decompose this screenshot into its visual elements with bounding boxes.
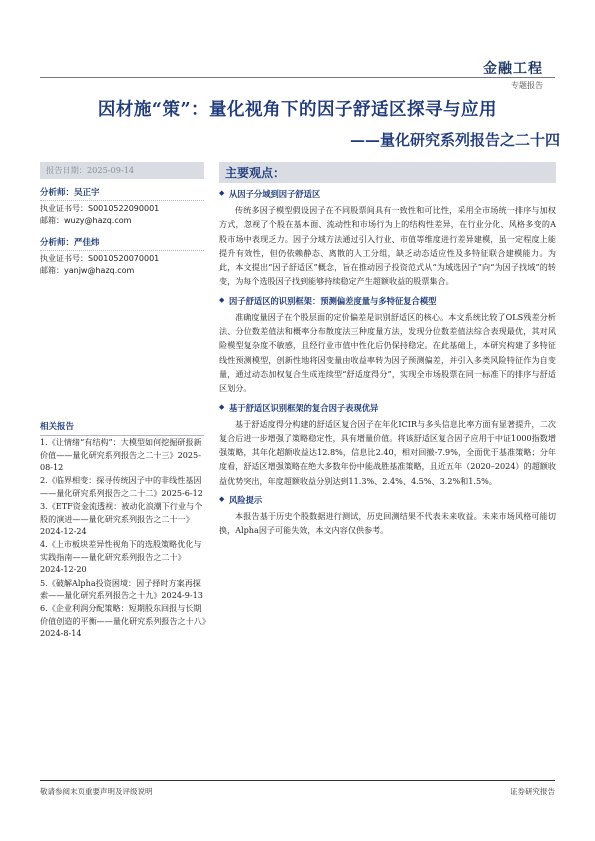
related-reports-heading: 相关报告 [40, 420, 204, 436]
related-report-item[interactable]: 5.《破解Alpha投资困境：因子择时方案再探索——量化研究系列报告之十九》2024-9-13 [40, 577, 203, 601]
key-points-column [219, 162, 556, 544]
section-title: ◆ 基于舒适区识别框架的复合因子表现优异 [219, 402, 556, 414]
left-sidebar [40, 162, 204, 286]
report-subtitle: ——量化研究系列报告之二十四 [349, 131, 560, 149]
report-date: 报告日期：2025-09-14 [40, 162, 204, 179]
section-title: ◆ 从因子分域到因子舒适区 [219, 188, 556, 200]
analyst-name: 分析师：严佳炜 [40, 236, 204, 251]
analyst-card [40, 186, 204, 226]
analyst-name: 分析师：吴正宇 [40, 186, 204, 201]
section-paragraph: 准确度量因子在个股层面的定价偏差是识别舒适区的核心。本文系统比较了OLS残差分析法、分位数差值法和概率分布散度法三种度量方法，发现分位数差值法综合表现最优，其对风险模型复杂度不敏感，且经行业市值中性化后仍保持稳定。在此基础上，本研究构建了多特征线性预测模型，创新性地将因变量由收益率转为因子预测偏差，并引入多类风险特征作为自变量，通过动态加权复合生成连续型“舒适度得分”，实现全市场股票在同一标准下的排序与舒适区划分。 [219, 311, 556, 394]
section-paragraph: 基于舒适度得分构建的舒适区复合因子在年化ICIR与多头信息比率方面有显著提升，二次复合后进一步增强了策略稳定性，具有增量价值。将该舒适区复合因子应用于中证1000指数增强策略，其年化超额收益达12.8%，信息比2.40，相对回撤-7.9%，全面优于基准策略；分年度看，舒适区增强策略在绝大多数年份中能战胜基准策略，且近五年（2020–2024）的超额收益优势突出，年度超额收益分别达到11.3%、2.4%、4.5%、3.2%和1.5%。 [219, 418, 556, 486]
analyst-email[interactable]: 邮箱：yanjw@hazq.com [40, 265, 135, 275]
related-report-item[interactable]: 2.《临界相变：探寻传统因子中的非线性基因——量化研究系列报告之二十二》2025-6-12 [40, 475, 203, 498]
section-title: ◆ 因子舒适区的识别框架：预测偏差度量与多特征复合模型 [219, 295, 556, 307]
related-report-item[interactable]: 6.《企业利润分配策略：短期股东回报与长期价值创造的平衡——量化研究系列报告之十八》2024-8-14 [40, 603, 206, 639]
footer-disclaimer: 敬请参阅末页重要声明及评级说明 [40, 787, 153, 796]
key-points-heading: 主要观点： [219, 162, 556, 183]
header-divider [40, 77, 555, 78]
section-paragraph: 本报告基于历史个股数据进行测试，历史回测结果不代表未来收益。未来市场风格可能切换，Alpha因子可能失效，本文内容仅供参考。 [219, 511, 556, 536]
report-title: 因材施“策”：量化视角下的因子舒适区探寻与应用 [97, 100, 498, 120]
report-category: 金融工程 [483, 61, 543, 77]
report-type: 专题报告 [511, 81, 543, 90]
analyst-cert: 执业证书号：S0010520070001 [40, 254, 160, 263]
footer-divider [40, 780, 555, 781]
related-report-item[interactable]: 3.《ETF资金流透视：被动化浪潮下行业与个股的演进——量化研究系列报告之二十一》2024-12-24 [40, 500, 203, 537]
analyst-cert: 执业证书号：S0010522090001 [40, 204, 160, 213]
related-report-item[interactable]: 4.《上市板块差异性视角下的选股策略优化与实践指南——量化研究系列报告之二十》2024-12-20 [40, 539, 202, 575]
section-paragraph: 传统多因子模型假设因子在不同股票间具有一致性和可比性，采用全市场统一排序与加权方式，忽视了个股在基本面、流动性和市场行为上的结构性差异，在行业分化、风格多变的A股市场中表现乏力。因子分域方法通过引入行业、市值等维度进行差异建模，虽一定程度上能提升有效性，但仍依赖静态、离散的人工分组，缺乏动态适应性及多特征联合建模能力。为此，本文提出“因子舒适区”概念，旨在推动因子投资范式从“为域选因子”向“为因子找域”的转变，为每个选股因子找到能够持续稳定产生超额收益的股票集合。 [219, 205, 556, 287]
analyst-email[interactable]: 邮箱：wuzy@hazq.com [40, 215, 132, 225]
section-title: ◆ 风险提示 [219, 494, 556, 506]
related-report-item[interactable]: 1.《让情绪“有结构”：大模型如何挖掘研报新价值——量化研究系列报告之二十三》2025-08-12 [40, 437, 202, 473]
footer-label: 证券研究报告 [510, 787, 555, 796]
related-reports-list [40, 436, 208, 641]
analyst-card [40, 236, 204, 276]
